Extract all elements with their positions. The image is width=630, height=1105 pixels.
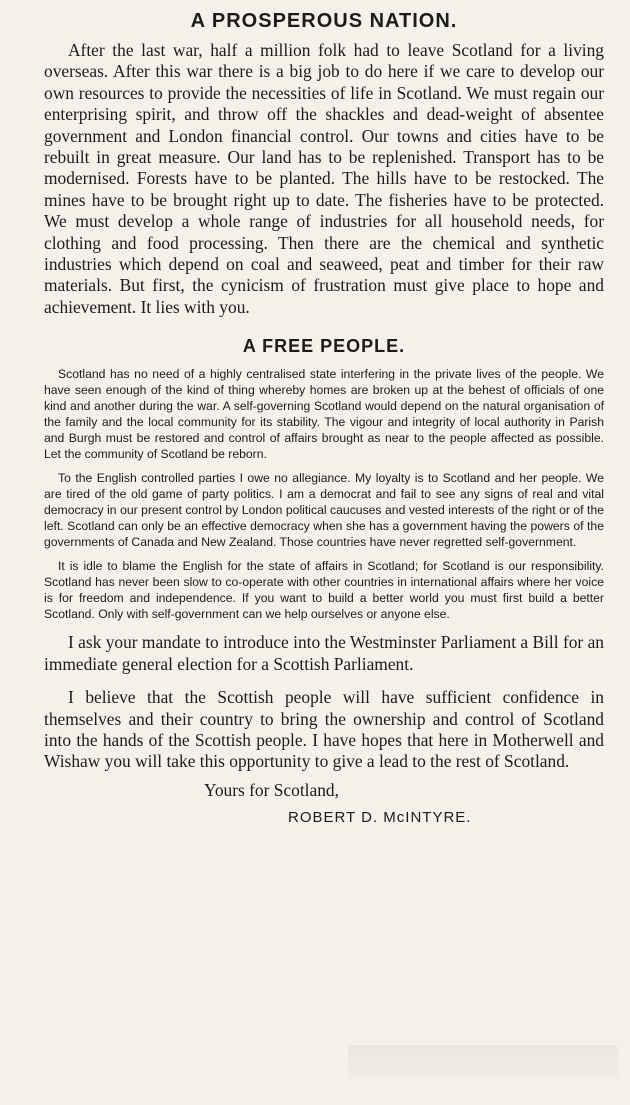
prosperous-nation-heading: A PROSPEROUS NATION. <box>190 10 458 32</box>
free-people-paragraph-2: To the English controlled parties I owe no allegiance. My loyalty is to Scotland and her people. We are tired of the old game of party politics. I am a democrat and fail to see any signs of real and vital democracy in our present control by London political caucuses and vested interests of the right or of the left. Scotland can only be an effective democracy when she has a government having the powers of the governments of Canada and New Zealand. Those countries have never regretted self-government. <box>44 471 604 550</box>
paper-bleed-through <box>348 1045 618 1079</box>
signature: ROBERT D. McINTYRE. <box>288 808 472 826</box>
belief-paragraph: I believe that the Scottish people will have sufficient confidence in themselves and their country to bring the ownership and control of Scotland into the hands of the Scottish people. I have hopes that here in Motherwell and Wishaw you will take this opportunity to give a lead to the rest of Scotland. <box>44 687 604 772</box>
salutation: Yours for Scotland, <box>204 779 339 800</box>
free-people-heading: A FREE PEOPLE. <box>242 336 406 357</box>
free-people-paragraph-3: It is idle to blame the English for the state of affairs in Scotland; for Scotland is our responsibility. Scotland has never been slow to co-operate with other countries in international affairs where her voice is for freedom and independence. If you want to build a better world you must first build a better Scotland. Only with self-government can we help ourselves or anyone else. <box>44 559 604 622</box>
free-people-paragraph-1: Scotland has no need of a highly centralised state interfering in the private lives of the people. We have seen enough of the kind of thing whereby homes are broken up at the behest of officials of one kind and another during the war. A self-governing Scotland would depend on the natural organisation of the family and the local community for its stability. The vigour and integrity of local authority in Parish and Burgh must be restored and control of affairs brought as near to the people affected as possible. Let the community of Scotland be reborn. <box>44 367 604 462</box>
prosperous-nation-paragraph: After the last war, half a million folk had to leave Scotland for a living overseas. After this war there is a big job to do here if we care to develop our own resources to provide the necessities of life in Scotland. We must regain our enterprising spirit, and throw off the shackles and dead-weight of absentee government and London financial control. Our towns and cities have to be rebuilt in great measure. Our land has to be replenished. Transport has to be modernised. Forests have to be planted. The hills have to be restocked. The mines have to be brought right up to date. The fisheries have to be protected. We must develop a whole range of industries for all household needs, for clothing and food processing. Then there are the chemical and synthetic industries which depend on coal and seaweed, peat and timber for their raw materials. But first, the cynicism of frustration must give place to hope and achievement. It lies with you. <box>44 40 604 317</box>
mandate-paragraph: I ask your mandate to introduce into the Westminster Parliament a Bill for an immediate general election for a Scottish Parliament. <box>44 632 604 674</box>
